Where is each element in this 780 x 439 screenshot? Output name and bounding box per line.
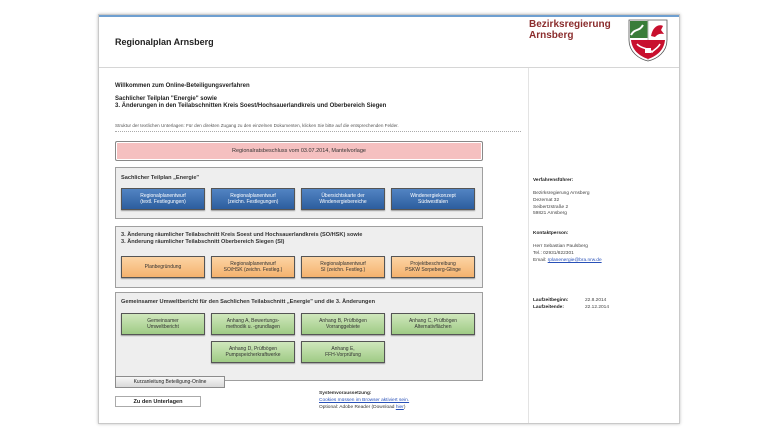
annex-b-button[interactable] [301,313,385,335]
reader-download-link[interactable]: hier [395,405,404,410]
section-environment-title: Gemeinsamer Umweltbericht für den Sachlichen Teilabschnitt „Energie" und die 3. Änderungen [121,299,376,305]
button-label-line1: Windenergiekonzept [410,192,456,199]
button-label-line2: (textl. Festlegungen) [140,199,186,205]
contact-email-link[interactable]: rplanenergie@bra.nrw.de [547,257,602,263]
procedure-lead-block [533,178,573,185]
annex-c-button[interactable] [391,313,475,335]
runtime-start-value: 22.8.2014 [585,298,607,303]
contact-title [533,231,568,238]
wind-energy-map-button[interactable] [301,188,385,210]
runtime-end-value: 22.12.2014 [585,304,610,310]
button-label-line1: Gemeinsamer [147,317,179,324]
button-label-line2: Umweltbericht [147,324,179,330]
procedure-lead-title: Verfahrensführer: [533,178,574,183]
button-label-line1: Anhang C, Prüfbögen [408,317,458,324]
welcome-heading: Willkommen zum Online-Beteiligungsverfahren [115,83,250,89]
button-label-line2: Windenergiebereiche [319,199,367,205]
button-label-line1: Regionalplanentwurf [230,260,276,267]
cookies-link[interactable]: Cookies müssen im Browser aktiviert sein. [319,398,410,403]
quick-guide-button[interactable]: Kurzanleitung Beteiligung-Online [115,376,225,388]
address-line: Dezernat 32 [533,197,560,203]
procedure-subtitle-line1: Sachlicher Teilplan "Energie" sowie [115,96,217,102]
cookies-note [319,398,409,403]
address-line: Seibertzstraße 2 [533,204,569,210]
button-label-line2: Vorranggebiete [326,324,360,330]
annex-d-button[interactable] [211,341,295,363]
button-label-line2: PSKW Sorpeberg-Glinge [405,267,461,273]
dotted-divider [115,131,521,132]
contact-title-text: Kontaktperson: [533,231,569,236]
page-title: Regionalplan Arnsberg [115,37,214,47]
energy-plan-drawing-button[interactable] [211,188,295,210]
header-divider [99,67,679,68]
top-accent-rule [99,15,679,17]
button-label-line2: Südwestfalen [417,199,449,205]
button-label-line1: Anhang A, Bewertungs- [226,317,280,324]
sidebar-divider [528,68,529,423]
environmental-report-button[interactable] [121,313,205,335]
runtime-block [533,298,609,312]
annex-a-button[interactable] [211,313,295,335]
reader-note-suffix: ) [403,405,406,410]
button-label-line2: SO/HSK (zeichn. Festleg.) [223,267,283,273]
system-requirements-title: Systemvoraussetzung: [319,391,372,396]
button-label-line1: Übersichtskarte der [321,192,365,199]
energy-plan-text-button[interactable] [121,188,205,210]
section-energy-title: Sachlicher Teilplan „Energie" [121,175,200,181]
contact-email-row [533,258,602,265]
regional-plan-si-button[interactable] [301,256,385,278]
button-label-line1: Planbegründung [144,263,182,270]
button-label-line1: Regionalplanentwurf [320,260,366,267]
section-environmental-report [115,292,483,381]
agency-name [529,19,611,41]
contact-email-label: Email: [533,257,548,263]
regional-plan-so-hsk-button[interactable] [211,256,295,278]
annex-e-button[interactable] [301,341,385,363]
runtime-start-row [533,298,609,305]
button-label-line1: Regionalplanentwurf [230,192,276,199]
button-label-line2: SI (zeichn. Festleg.) [320,267,366,273]
documents-button[interactable]: Zu den Unterlagen [115,396,201,407]
contact-name: Herr Sebastian Paulsberg [533,244,588,249]
button-label-line1: Anhang B, Prüfbögen [319,317,367,324]
button-label-line2: Pumpspeicherkraftwerke [225,352,281,358]
reader-note-prefix: Optional: Adobe Reader (Download [319,405,396,410]
runtime-end-row [533,305,609,312]
section-third-amendment [115,226,483,288]
button-label-line1: Anhang D, Prüfbögen [228,345,278,352]
project-description-button[interactable] [391,256,475,278]
button-label-line1: Anhang E, [331,345,355,352]
runtime-start-label: Laufzeitbeginn: [533,298,569,303]
button-label-line2: methodik u. -grundlagen [226,324,280,330]
reader-note [319,405,405,410]
resolution-document-button[interactable]: Regionalratsbeschluss vom 03.07.2014, Mantelvorlage [115,141,483,161]
address-line: 59821 Arnsberg [533,211,567,217]
agency-name-line2: Arnsberg [529,30,574,41]
button-label-line2: (zeichn. Festlegungen) [227,199,279,205]
button-label-line2: Alternativflächen [414,324,452,330]
wind-energy-concept-button[interactable] [391,188,475,210]
runtime-end-label: Laufzeitende: [533,304,564,310]
section-energy-plan [115,167,483,219]
section-amendment-title-line2: 3. Änderung räumlicher Teilabschnitt Oberbereich Siegen (SI) [121,239,285,245]
nrw-coat-of-arms-icon [627,18,669,62]
plan-justification-button[interactable] [121,256,205,278]
structure-intro-text: Struktur der textlichen Unterlagen: Für den direkten Zugang zu den einzelnen Dokumenten, klicken Sie bitte auf die entsprechenden Felder. [115,123,399,128]
procedure-subtitle-line2: 3. Änderungen in den Teilabschnitten Kreis Soest/Hochsauerlandkreis und Oberbereich Siegen [115,103,387,109]
section-amendment-title-line1: 3. Änderung räumlicher Teilabschnitt Kreis Soest und Hochsauerlandkreis (SO/HSK) sowie [121,232,363,238]
button-label-line1: Projektbeschreibung [410,260,456,267]
button-label-line1: Regionalplanentwurf [140,192,186,199]
button-label-line2: FFH-Vorprüfung [325,352,361,358]
address-line: Bezirksregierung Arnsberg [533,191,590,196]
agency-name-line1: Bezirksregierung [529,19,611,30]
contact-phone: Tel.: 02931/822301 [533,250,574,256]
procedure-lead-address [533,191,590,218]
browser-page [98,14,680,424]
contact-block [533,244,602,264]
